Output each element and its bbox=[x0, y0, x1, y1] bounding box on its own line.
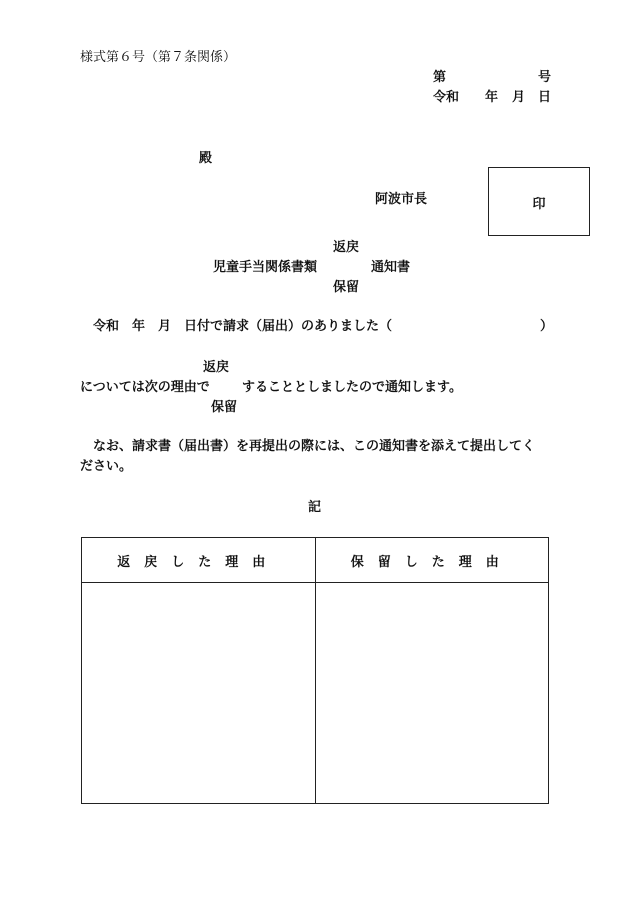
date-era: 令和 bbox=[433, 90, 460, 105]
doc-number-dai: 第 bbox=[433, 70, 447, 85]
seal-box bbox=[488, 167, 590, 236]
addressee-suffix: 殿 bbox=[199, 151, 213, 166]
reasons-table-header-row bbox=[82, 538, 549, 583]
body-option-return: 返戻 bbox=[203, 360, 230, 375]
date-month: 月 bbox=[512, 90, 526, 105]
seal-mark: 印 bbox=[532, 197, 546, 212]
date-year: 年 bbox=[485, 90, 499, 105]
body-line1-close: ） bbox=[540, 319, 554, 334]
body-line2-prefix: については次の理由で bbox=[80, 380, 210, 395]
col-return-reason: 返戻した理由 bbox=[82, 538, 316, 583]
title-suffix: 通知書 bbox=[371, 260, 411, 275]
reasons-table bbox=[81, 537, 549, 804]
note-line2: ださい。 bbox=[80, 459, 133, 474]
title-option-hold: 保留 bbox=[333, 280, 360, 295]
body-line2-suffix: することとしましたので通知します。 bbox=[242, 380, 462, 395]
body-line1: 令和 年 月 日付で請求（届出）のありました（ bbox=[93, 319, 393, 334]
doc-number-go: 号 bbox=[538, 70, 552, 85]
title-option-return: 返戻 bbox=[333, 240, 360, 255]
reasons-table-body-row bbox=[82, 583, 549, 804]
date-day: 日 bbox=[538, 90, 552, 105]
ki-heading: 記 bbox=[308, 500, 322, 515]
form-header: 様式第６号（第７条関係） bbox=[80, 50, 237, 65]
col-hold-reason: 保留した理由 bbox=[315, 538, 549, 583]
return-reason-cell[interactable] bbox=[82, 583, 316, 804]
note-line1: なお、請求書（届出書）を再提出の際には、この通知書を添えて提出してく bbox=[93, 439, 536, 454]
issuer-name: 阿波市長 bbox=[375, 192, 428, 207]
body-option-hold: 保留 bbox=[211, 400, 238, 415]
hold-reason-cell[interactable] bbox=[315, 583, 549, 804]
title-subject: 児童手当関係書類 bbox=[213, 260, 318, 275]
